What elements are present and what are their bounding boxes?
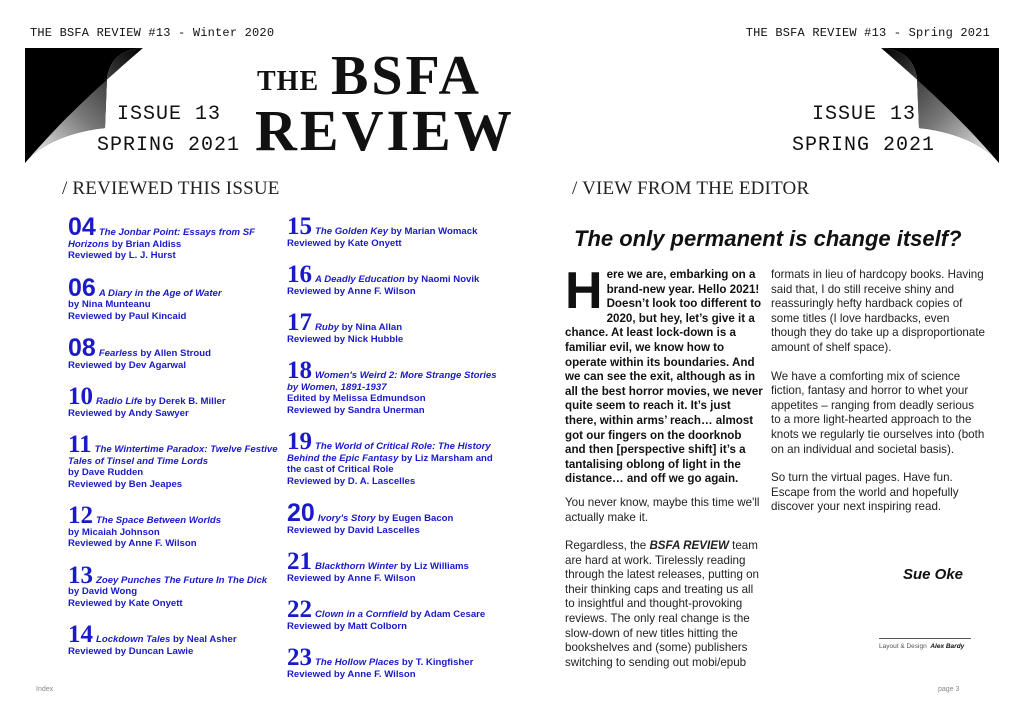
entry-reviewer: Reviewed by Anne F. Wilson — [68, 538, 197, 549]
entry-title: A Deadly Education — [315, 274, 405, 285]
entry-page: 16 — [287, 261, 312, 288]
entry-page: 17 — [287, 309, 312, 336]
entry-page: 19 — [287, 428, 312, 455]
masthead-review: REVIEW — [255, 98, 515, 163]
entry-page: 10 — [68, 383, 93, 410]
review-entry[interactable] — [287, 428, 502, 487]
entry-page: 04 — [68, 213, 96, 241]
editorial-paragraph — [565, 539, 765, 670]
entry-page: 18 — [287, 357, 312, 384]
entry-reviewer: Reviewed by Sandra Unerman — [287, 404, 425, 416]
entry-extra: Edited by Melissa Edmundson — [287, 393, 426, 404]
credit-name: Alex Bardy — [930, 643, 965, 650]
entry-reviewer: Reviewed by Anne F. Wilson — [287, 572, 416, 584]
entry-title: The Wintertime Paradox: Twelve Festive Tales of Tinsel and Time Lords — [68, 444, 278, 467]
review-entry[interactable] — [68, 561, 283, 610]
entry-title: Fearless — [98, 348, 138, 359]
emphasis-text: BSFA REVIEW — [649, 539, 729, 553]
entry-byline: by Liz Marsham and the cast of Critical Role — [287, 452, 493, 475]
page-number: page 3 — [938, 686, 960, 693]
issue-number-left: ISSUE 13 — [117, 103, 222, 126]
entry-page: 12 — [68, 502, 93, 529]
editorial-lead — [565, 262, 765, 487]
credit-divider — [879, 638, 971, 639]
footer-index-label: Index — [36, 686, 54, 693]
review-entry[interactable] — [68, 213, 283, 262]
running-head-right: THE BSFA REVIEW #13 - Spring 2021 — [745, 26, 990, 40]
editor-signature: Sue Oke — [903, 566, 964, 583]
entry-reviewer: Reviewed by D. A. Lascelles — [287, 475, 416, 487]
entry-reviewer: Reviewed by Duncan Lawie — [68, 645, 194, 657]
entry-page: 21 — [287, 548, 312, 575]
review-entry[interactable] — [68, 334, 283, 371]
entry-title: Ivory's Story — [317, 513, 376, 524]
review-entry[interactable] — [68, 273, 283, 323]
entry-title: Blackthorn Winter — [315, 561, 398, 572]
para-text: Regardless, the — [565, 539, 650, 553]
design-credit — [879, 643, 964, 650]
entry-title: The Hollow Places — [315, 657, 400, 668]
entry-title: Lockdown Tales — [96, 634, 171, 645]
review-entry[interactable] — [287, 644, 502, 680]
editor-heading: / VIEW FROM THE EDITOR — [572, 178, 810, 199]
review-entry[interactable] — [287, 213, 502, 249]
entry-title: The Jonbar Point: Essays from SF Horizons — [68, 227, 256, 250]
entry-page: 20 — [287, 499, 315, 527]
entry-title: Radio Life — [96, 396, 143, 407]
entry-reviewer: Reviewed by Nick Hubble — [287, 333, 404, 345]
issue-number-right: ISSUE 13 — [812, 103, 917, 126]
editorial-paragraph: You never know, maybe this time we'll actually make it. — [565, 495, 760, 524]
entry-byline: by Allen Stroud — [137, 348, 211, 359]
entry-byline: by Adam Cesare — [407, 609, 486, 620]
entry-byline: by Naomi Novik — [404, 274, 480, 285]
entry-title: The Space Between Worlds — [96, 515, 222, 526]
entry-reviewer: Reviewed by Kate Onyett — [287, 237, 402, 249]
issue-season-right: SPRING 2021 — [792, 134, 936, 157]
entry-reviewer: Reviewed by Dev Agarwal — [68, 359, 187, 371]
review-entry[interactable] — [68, 621, 283, 657]
entry-byline: by Eugen Bacon — [375, 513, 454, 524]
entry-reviewer: Reviewed by Anne F. Wilson — [287, 668, 416, 680]
credit-label: Layout & Design — [879, 643, 927, 650]
entry-byline: by Nina Allan — [338, 322, 403, 333]
reviewed-heading: / REVIEWED THIS ISSUE — [62, 178, 280, 199]
review-entry[interactable] — [68, 431, 283, 490]
masthead-the: THE — [257, 66, 320, 97]
entry-page: 11 — [68, 431, 92, 458]
editorial-paragraph: formats in lieu of hardcopy books. Having said that, I do still receive shiny and reassuringly hefty hardback copies of some titles (I love hardbacks, even though they do take up a disproportionate amount of shelf space). — [771, 268, 985, 354]
editorial-paragraph: We have a comforting mix of science fiction, fantasy and horror to whet your appetites – ranging from deadly serious to a more light-hearted approach to the knots we regularly tie ourselves into (both on an individual and societal basis). — [771, 369, 985, 456]
drop-cap: H — [565, 262, 603, 320]
running-head-left: THE BSFA REVIEW #13 - Winter 2020 — [30, 26, 275, 40]
entry-reviewer: Reviewed by Anne F. Wilson — [287, 285, 416, 297]
entry-page: 23 — [287, 644, 312, 671]
review-entry[interactable] — [287, 499, 502, 536]
entry-title: Women's Weird 2: More Strange Stories by Women, 1891-1937 — [287, 370, 497, 393]
entry-page: 08 — [68, 334, 96, 362]
entry-reviewer: Reviewed by David Lascelles — [287, 524, 420, 536]
review-entry[interactable] — [68, 502, 283, 550]
entry-byline: by Brian Aldiss — [109, 238, 182, 250]
entry-page: 22 — [287, 596, 312, 623]
issue-season-left: SPRING 2021 — [97, 134, 241, 157]
entry-byline: by Marian Womack — [388, 226, 478, 237]
entry-byline: by Derek B. Miller — [142, 396, 226, 407]
review-entry[interactable] — [287, 596, 502, 632]
review-entry[interactable] — [287, 309, 502, 345]
editorial-paragraph: So turn the virtual pages. Have fun. Escape from the world and hopefully discover your next inspiring read. — [771, 471, 959, 514]
editorial-headline: The only permanent is change itself? — [574, 226, 962, 251]
entry-reviewer: Reviewed by L. J. Hurst — [68, 250, 176, 261]
entry-reviewer: Reviewed by Matt Colborn — [287, 620, 407, 632]
entry-title: The Golden Key — [315, 226, 389, 237]
entry-byline: by T. Kingfisher — [399, 657, 474, 668]
editorial-column-2 — [771, 268, 986, 529]
entry-reviewer: Reviewed by Andy Sawyer — [68, 407, 189, 419]
entry-reviewer: Reviewed by Ben Jeapes — [68, 478, 183, 490]
review-entry[interactable] — [287, 261, 502, 297]
entry-extra: by Nina Munteanu — [68, 299, 151, 310]
entry-extra: by Micaiah Johnson — [68, 526, 160, 538]
entry-title: The World of Critical Role: The History Behind the Epic Fantasy — [287, 441, 491, 464]
entry-title: A Diary in the Age of Water — [98, 287, 222, 299]
entry-reviewer: Reviewed by Kate Onyett — [68, 597, 183, 609]
review-entry[interactable] — [68, 383, 283, 419]
entry-page: 13 — [68, 561, 93, 589]
entry-byline: by Liz Williams — [397, 561, 469, 572]
entry-byline: by Neal Asher — [170, 634, 237, 645]
review-list-right — [287, 213, 502, 680]
entry-title: Zoey Punches The Future In The Dick — [96, 574, 268, 586]
review-entry[interactable] — [287, 357, 502, 416]
entry-extra: by Dave Rudden — [68, 467, 144, 478]
para-text: team are hard at work. Tirelessly reading through the latest releases, putting on their thinking caps and treating us all to insightful and thought-provoking reviews. The only real change is the slow-down of new titles hitting the bookshelves and (some) publishers switching to sending out mobi/epub — [565, 539, 760, 669]
editorial-column-1 — [565, 262, 765, 684]
entry-page: 06 — [68, 273, 96, 302]
review-list-left — [68, 213, 283, 657]
entry-title: Ruby — [315, 322, 339, 333]
lead-text: ere we are, embarking on a brand-new year. Hello 2021! Doesn’t look too different to 2020, but hey, let’s give it a chance. At least lock-down is a familiar evil, we know how to operate within its boundaries. And we can see the exit, although as in all the best horror movies, we never quite seem to reach it. It’s just there, within arms’ reach… almost got our fingers on the doorknob and then [perspective shift] it’s a tantalising oblong of light in the distance… and off we go again. — [565, 268, 763, 486]
entry-page: 15 — [287, 213, 312, 240]
entry-reviewer: Reviewed by Paul Kincaid — [68, 310, 187, 322]
masthead-bsfa: BSFA — [331, 45, 482, 107]
entry-page: 14 — [68, 621, 93, 648]
entry-extra: by David Wong — [68, 586, 138, 597]
entry-title: Clown in a Cornfield — [315, 609, 408, 620]
review-entry[interactable] — [287, 548, 502, 584]
